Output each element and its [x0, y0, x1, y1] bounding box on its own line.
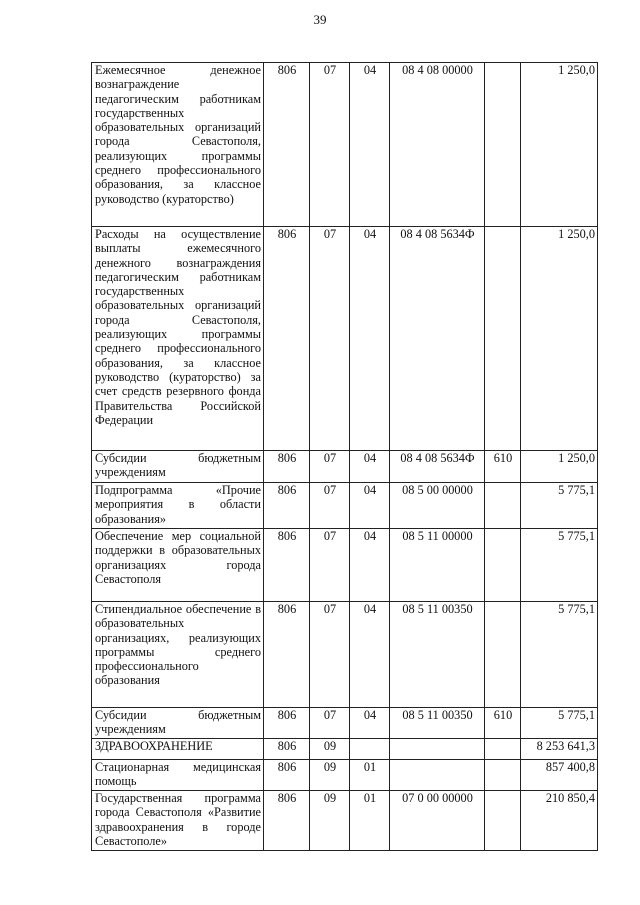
row-expense-type	[485, 760, 521, 791]
row-amount: 8 253 641,3	[521, 739, 598, 760]
row-section: 09	[310, 739, 350, 760]
row-grbs: 806	[264, 708, 310, 739]
row-target-article: 08 4 08 5634Ф	[390, 227, 485, 451]
row-amount: 1 250,0	[521, 451, 598, 483]
row-subsection: 01	[350, 791, 390, 851]
row-target-article: 08 5 11 00000	[390, 529, 485, 602]
row-grbs: 806	[264, 602, 310, 708]
row-section: 09	[310, 791, 350, 851]
row-name: Государственная программа города Севастополя «Развитие здравоохранения в городе Севастополе»	[92, 791, 264, 851]
row-grbs: 806	[264, 227, 310, 451]
row-subsection: 04	[350, 529, 390, 602]
row-subsection	[350, 739, 390, 760]
table-row	[92, 602, 598, 708]
row-amount: 857 400,8	[521, 760, 598, 791]
row-amount: 210 850,4	[521, 791, 598, 851]
row-expense-type: 610	[485, 708, 521, 739]
row-section: 07	[310, 602, 350, 708]
row-section: 09	[310, 760, 350, 791]
row-subsection: 04	[350, 63, 390, 227]
table-row	[92, 63, 598, 227]
row-amount: 5 775,1	[521, 602, 598, 708]
row-expense-type	[485, 791, 521, 851]
row-name: Субсидии бюджетным учреждениям	[92, 451, 264, 483]
row-grbs: 806	[264, 791, 310, 851]
row-name: ЗДРАВООХРАНЕНИЕ	[92, 739, 264, 760]
row-target-article: 08 4 08 00000	[390, 63, 485, 227]
row-section: 07	[310, 227, 350, 451]
row-amount: 1 250,0	[521, 227, 598, 451]
table-row	[92, 227, 598, 451]
row-name: Расходы на осуществление выплаты ежемесячного денежного вознаграждения педагогическим работникам государственных образовательных организаций города Севастополя, реализующих программы среднего профессионального образования, за классное руководство (кураторство) за счет средств резервного фонда Правительства Российской Федерации	[92, 227, 264, 451]
row-section: 07	[310, 483, 350, 529]
page-number: 39	[313, 12, 327, 27]
row-expense-type	[485, 529, 521, 602]
row-grbs: 806	[264, 529, 310, 602]
row-amount: 5 775,1	[521, 483, 598, 529]
row-amount: 5 775,1	[521, 529, 598, 602]
row-subsection: 04	[350, 708, 390, 739]
row-section: 07	[310, 708, 350, 739]
row-target-article: 08 4 08 5634Ф	[390, 451, 485, 483]
row-name: Стационарная медицинская помощь	[92, 760, 264, 791]
budget-table	[91, 62, 598, 851]
row-expense-type: 610	[485, 451, 521, 483]
row-target-article: 08 5 11 00350	[390, 708, 485, 739]
row-section: 07	[310, 451, 350, 483]
row-subsection: 04	[350, 602, 390, 708]
row-section: 07	[310, 529, 350, 602]
row-expense-type	[485, 602, 521, 708]
row-grbs: 806	[264, 63, 310, 227]
row-subsection: 04	[350, 227, 390, 451]
row-target-article: 08 5 00 00000	[390, 483, 485, 529]
row-subsection: 01	[350, 760, 390, 791]
row-grbs: 806	[264, 451, 310, 483]
table-row	[92, 739, 598, 760]
row-name: Субсидии бюджетным учреждениям	[92, 708, 264, 739]
row-subsection: 04	[350, 451, 390, 483]
row-name: Обеспечение мер социальной поддержки в образовательных организациях города Севастополя	[92, 529, 264, 602]
row-amount: 1 250,0	[521, 63, 598, 227]
row-expense-type	[485, 739, 521, 760]
row-amount: 5 775,1	[521, 708, 598, 739]
row-target-article	[390, 739, 485, 760]
table-row	[92, 791, 598, 851]
row-expense-type	[485, 483, 521, 529]
table-row	[92, 451, 598, 483]
row-section: 07	[310, 63, 350, 227]
row-name: Подпрограмма «Прочие мероприятия в области образования»	[92, 483, 264, 529]
row-target-article: 07 0 00 00000	[390, 791, 485, 851]
row-name: Стипендиальное обеспечение в образовательных организациях, реализующих программы среднего профессионального образования	[92, 602, 264, 708]
row-subsection: 04	[350, 483, 390, 529]
table-row	[92, 708, 598, 739]
row-name: Ежемесячное денежное вознаграждение педагогическим работникам государственных образовательных организаций города Севастополя, реализующих программы среднего профессионального образования, за классное руководство (кураторство)	[92, 63, 264, 227]
row-target-article	[390, 760, 485, 791]
row-grbs: 806	[264, 760, 310, 791]
row-expense-type	[485, 227, 521, 451]
row-target-article: 08 5 11 00350	[390, 602, 485, 708]
table-row	[92, 483, 598, 529]
table-row	[92, 529, 598, 602]
row-grbs: 806	[264, 483, 310, 529]
row-grbs: 806	[264, 739, 310, 760]
table-row	[92, 760, 598, 791]
row-expense-type	[485, 63, 521, 227]
